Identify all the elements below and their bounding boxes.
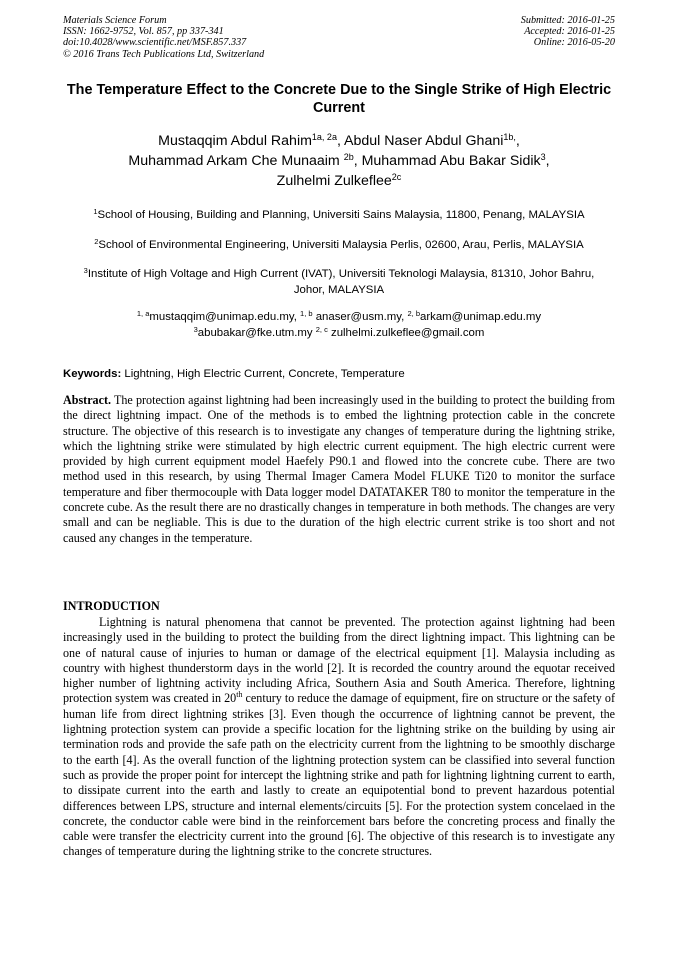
abstract-text: The protection against lightning had been increasingly used in the building to protect the building from the direct lightning impact. One of the methods is to embed the lightning protection cable in the concrete structure. The objective of this research is to investigate any changes of temperature during the lightning strike, which the lightning strike were stimulated by high electric current equipment. The high electric current were provided by high current equipment model Haefely P90.1 and flowed into the concrete cube. There are two method used in this research, by using Thermal Imager Camera Model FLUKE Ti20 to monitor the surface temperature and fiber thermocouple with Data logger model DATATAKER T80 to monitor the temperature in the concrete cube. As the result there are no drastically changes in temperature in both methods. The changes are very small and can be negliable. This is due to the duration of the high electric current strike is too short and not caused any changes in the temperature. — [63, 393, 615, 545]
intro-text-part1: Lightning is natural phenomena that cannot be prevented. The protection against lightning had been increasingly used in the building to protect the building from the direct lightning impact. This lightning can be one of natural cause of injuries to human or damage of the electrical equipment [1]. Malaysia including as country with highest thunderstorm days in the world [2]. It is recorded the country around the equotar received higher number of lightning activity including Africa, Southern Asia and South America. Therefore, lightning protection system was created in 20 — [63, 615, 615, 706]
doi: doi:10.4028/www.scientific.net/MSF.857.337 — [63, 37, 247, 49]
email-sup: 3 — [193, 325, 198, 334]
intro-text-part2: century to reduce the damage of equipment, fire on structure or the safety of human life from direct lightning strikes [3]. Even though the occurrence of lightning cannot be prevent, the lightning protection system can provide a specific location for the lightning strike on the building by using air termination rods and provide the safe path on the electricity current from the lightning to be smoothly discharge to the earth [4]. As the overall function of the lightning protection system can be classified into several function such as provide the proper point for intercept the lightning strike and path for lightning lightning current to earth, to dissipate current into the earth and lastly to create an equipotential bond to prevent hazardous potential differences between LPS, structure and internal elements/circuits [5]. For the protection system concelaed in the concrete, the conductor cable were bind in the reinforcement bars before the concreting process and finally the cable were transfer the electricity current into the ground [6]. The objective of this research is to investigate any changes of temperature during the lightning strike to the concrete structures. — [63, 691, 615, 859]
author-sup: 3 — [540, 152, 546, 162]
author-sup: 2b — [343, 152, 354, 162]
affiliation-text: Institute of High Voltage and High Current (IVAT), Universiti Teknologi Malaysia, 81310, Johor Bahru, Johor, MALAYSIA — [87, 268, 595, 296]
author-separator: , — [515, 133, 520, 149]
author-name: Muhammad Arkam Che Munaaim — [128, 153, 344, 169]
submitted-date: Submitted: 2016-01-25 — [520, 15, 615, 26]
online-date: Online: 2016-05-20 — [533, 37, 615, 49]
email-address: anaser@usm.my, — [312, 311, 408, 323]
affiliation-sup: 3 — [83, 266, 88, 275]
author-sup: 1a, 2a — [311, 132, 337, 142]
email-sup: 2, b — [407, 309, 420, 318]
abstract-label: Abstract. — [63, 393, 112, 407]
author-name: , Abdul Naser Abdul Ghani — [336, 133, 504, 149]
email-sup: 2, c — [315, 325, 328, 334]
affiliation-2 — [63, 237, 615, 253]
email-address: zulhelmi.zulkeflee@gmail.com — [327, 327, 485, 339]
keywords-text: Lightning, High Electric Current, Concrete, Temperature — [121, 368, 405, 380]
author-name: Zulhelmi Zulkeflee — [276, 173, 392, 189]
email-address: arkam@unimap.edu.my — [420, 311, 542, 323]
author-name: , Muhammad Abu Bakar Sidik — [353, 153, 541, 169]
section-heading-introduction: INTRODUCTION — [63, 599, 160, 613]
affiliation-sup: 1 — [93, 207, 98, 216]
author-sup: 1b, — [503, 132, 516, 142]
journal-name: Materials Science Forum — [63, 15, 167, 26]
intro-superscript: th — [236, 690, 243, 700]
author-separator: , — [545, 153, 550, 169]
submission-dates — [355, 15, 615, 49]
abstract — [63, 393, 615, 546]
affiliation-1 — [63, 207, 615, 223]
affiliation-text: School of Housing, Building and Planning, Universiti Sains Malaysia, 11800, Penang, MALAYSIA — [97, 209, 585, 221]
issn: ISSN: 1662-9752, Vol. 857, pp 337-341 — [63, 26, 224, 38]
journal-info — [63, 15, 383, 60]
email-sup: 1, a — [136, 309, 150, 318]
affiliation-3 — [70, 266, 608, 298]
keywords — [63, 366, 615, 382]
keywords-label: Keywords: — [63, 368, 122, 380]
email-address: abubakar@fke.utm.my — [197, 327, 316, 339]
affiliation-sup: 2 — [94, 237, 99, 246]
author-list — [63, 131, 615, 191]
email-sup: 1, b — [300, 309, 313, 318]
copyright: © 2016 Trans Tech Publications Ltd, Switzerland — [63, 48, 265, 60]
accepted-date: Accepted: 2016-01-25 — [524, 26, 615, 38]
email-address: mustaqqim@unimap.edu.my, — [149, 311, 301, 323]
affiliation-text: School of Environmental Engineering, Universiti Malaysia Perlis, 02600, Arau, Perlis, MALAYSIA — [98, 239, 584, 251]
email-list — [63, 309, 615, 341]
author-sup: 2c — [391, 172, 402, 182]
author-name: Mustaqqim Abdul Rahim — [158, 133, 312, 149]
introduction-paragraph — [63, 615, 615, 860]
paper-title: The Temperature Effect to the Concrete Due to the Single Strike of High Electric Current — [66, 82, 612, 116]
